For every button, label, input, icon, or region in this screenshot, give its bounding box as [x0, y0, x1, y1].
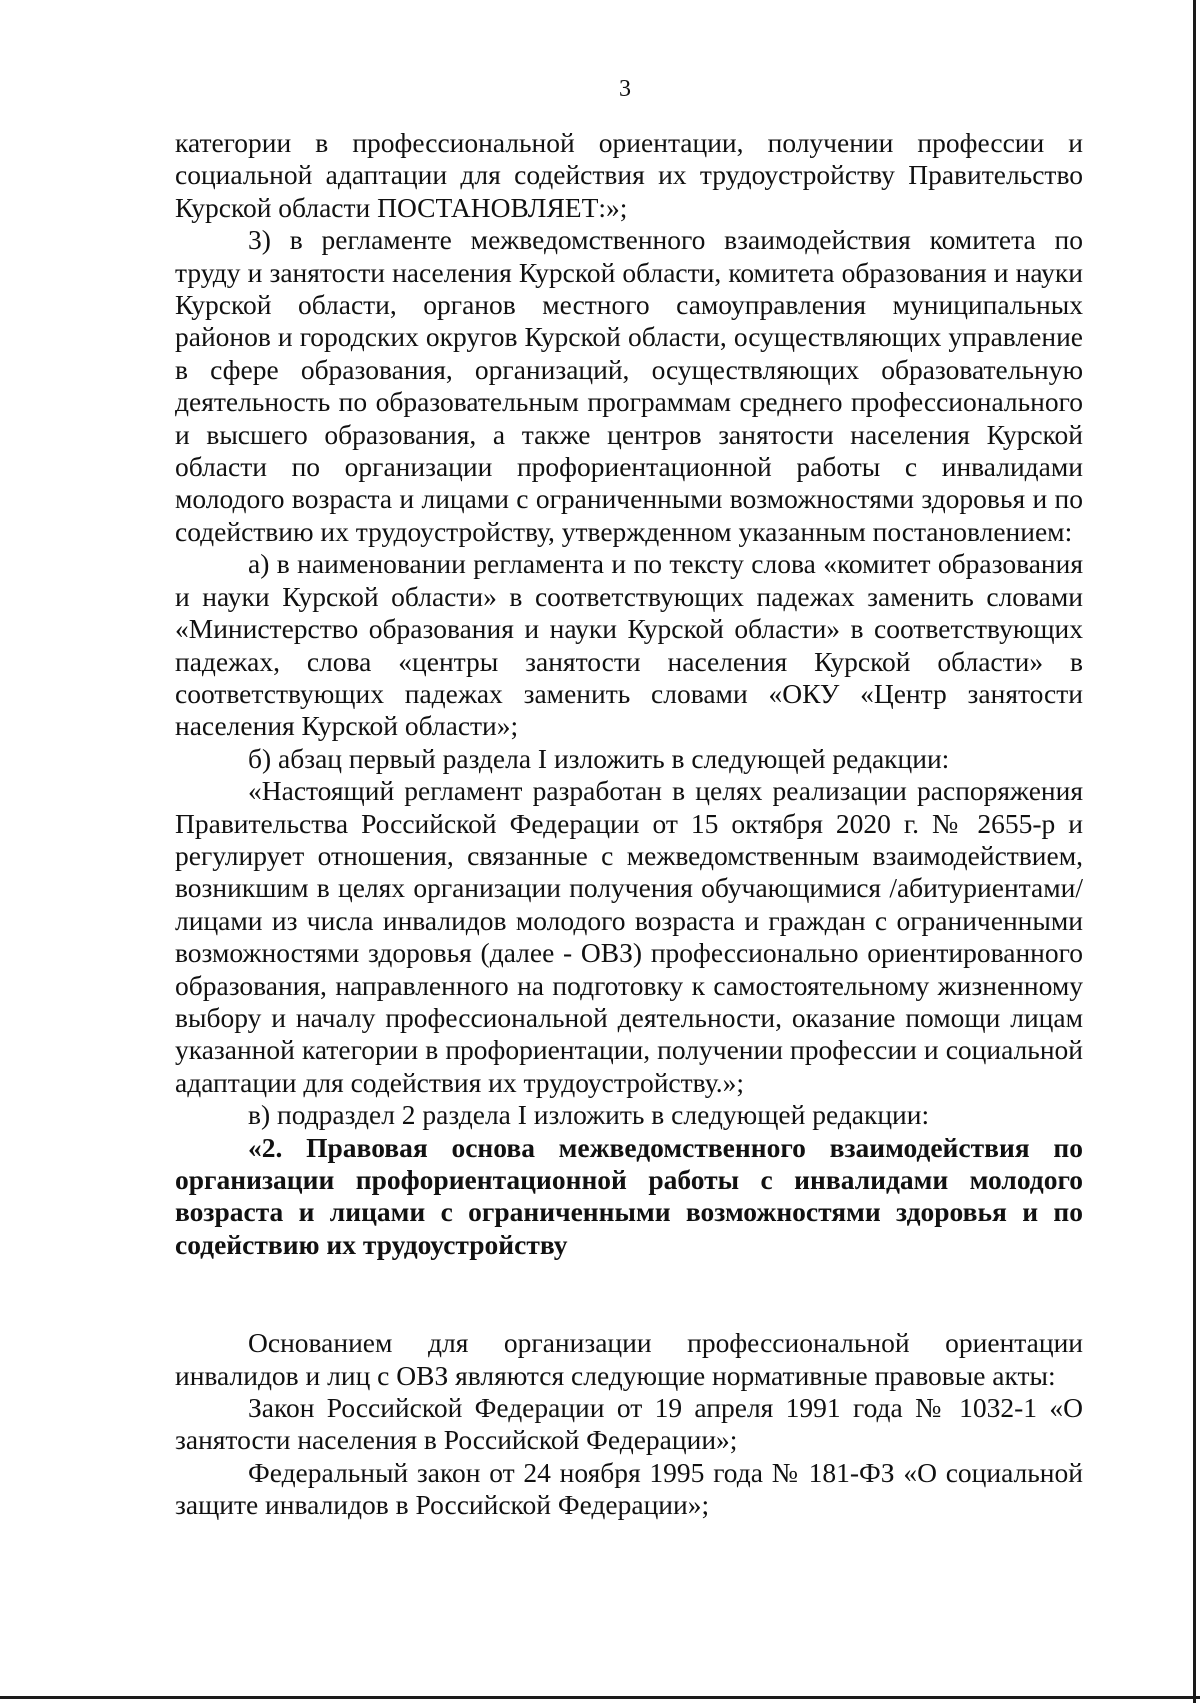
paragraph-law-1995: Федеральный закон от 24 ноября 1995 года № 181-ФЗ «О социальной защите инвалидов в Российской Федерации»; [175, 1456, 1083, 1521]
scan-edge-bottom [0, 1696, 1200, 1699]
section-heading: «2. Правовая основа межведомственного взаимодействия по организации профориентационной работы с инвалидами молодого возраста и лицами с ограниченными возможностями здоровья и по содействию их трудоустройству [175, 1131, 1083, 1260]
paragraph-subitem-a: а) в наименовании регламента и по тексту слова «комитет образования и науки Курской области» в соответствующих падежах заменить словами «Министерство образования и науки Курской области» в соответствующих падежах, слова «центры занятости населения Курской области» в соответствующих падежах заменить словами «ОКУ «Центр занятости населения Курской области»; [175, 548, 1083, 742]
section-spacer [175, 1261, 1083, 1327]
paragraph-continuation: категории в профессиональной ориентации, получении профессии и социальной адаптации для содействия их трудоустройству Правительство Курской области ПОСТАНОВЛЯЕТ:»; [175, 127, 1083, 223]
page-number: 3 [619, 76, 631, 102]
paragraph-legal-basis: Основанием для организации профессиональной ориентации инвалидов и лиц с ОВЗ являются следующие нормативные правовые акты: [175, 1327, 1083, 1391]
paragraph-quoted-text: «Настоящий регламент разработан в целях реализации распоряжения Правительства Российской Федерации от 15 октября 2020 г. № 2655-р и регулирует отношения, связанные с межведомственным взаимодействием, возникшим в целях организации получения обучающимися /абитуриентами/ лицами из числа инвалидов молодого возраста и граждан с ограниченными возможностями здоровья (далее - ОВЗ) профессионально ориентированного образования, направленного на подготовку к самостоятельному жизненному выбору и началу профессиональной деятельности, оказание помощи лицам указанной категории в профориентации, получении профессии и социальной адаптации для содействия их трудоустройству.»; [175, 775, 1083, 1098]
paragraph-law-1991: Закон Российской Федерации от 19 апреля 1991 года № 1032-1 «О занятости населения в Российской Федерации»; [175, 1392, 1083, 1456]
scan-edge-right [1193, 0, 1196, 1703]
paragraph-subitem-v: в) подраздел 2 раздела I изложить в следующей редакции: [248, 1099, 930, 1131]
paragraph-item-3: 3) в регламенте межведомственного взаимодействия комитета по труду и занятости населения Курской области, комитета образования и науки Курской области, органов местного самоуправления муниципальных районов и городских округов Курской области, осуществляющих управление в сфере образования, организаций, осуществляющих образовательную деятельность по образовательным программам среднего профессионального и высшего образования, а также центров занятости населения Курской области по организации профориентационной работы с инвалидами молодого возраста и лицами с ограниченными возможностями здоровья и по содействию их трудоустройству, утвержденном указанным постановлением: [175, 224, 1083, 547]
paragraph-subitem-b: б) абзац первый раздела I изложить в следующей редакции: [248, 742, 950, 774]
document-body [175, 127, 1083, 1522]
